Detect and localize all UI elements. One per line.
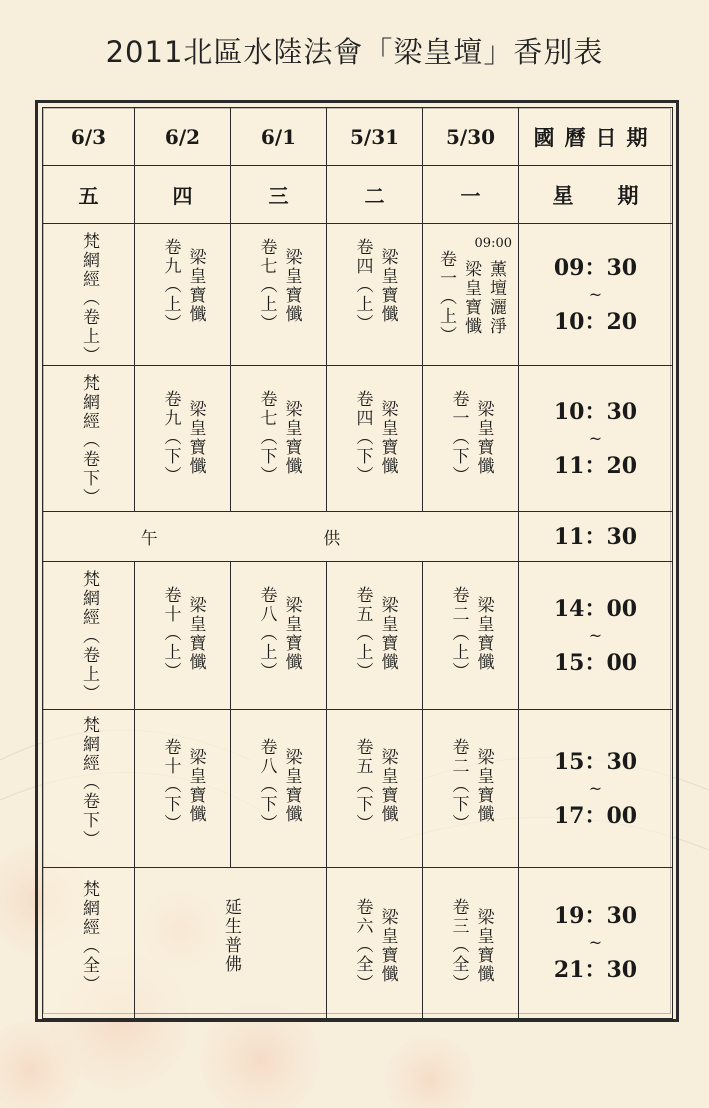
- table-row: [43, 562, 673, 710]
- date-cell: 6/2: [135, 108, 231, 166]
- session-cell: 梁皇寶懺 卷二（下）: [423, 710, 519, 868]
- fanwang-cell: 梵網經（卷上）: [43, 224, 135, 366]
- session-cell: 梁皇寶懺 卷四（下）: [327, 366, 423, 512]
- date-cell: 6/1: [231, 108, 327, 166]
- table-row: [43, 710, 673, 868]
- fanwang-cell: 梵網經（卷下）: [43, 710, 135, 868]
- session-cell: 梁皇寶懺 卷一（下）: [423, 366, 519, 512]
- session-cell: 09:00 薰壇灑淨 梁皇寶懺 卷一（上）: [423, 224, 519, 366]
- time-cell: 14：00 ~ 15：00: [519, 562, 673, 710]
- session-cell: 梁皇寶懺 卷八（上）: [231, 562, 327, 710]
- schedule-table: [42, 107, 673, 1019]
- session-cell: 梁皇寶懺 卷九（上）: [135, 224, 231, 366]
- fanwang-cell: 梵網經（全）: [43, 868, 135, 1019]
- session-cell: 梁皇寶懺 卷五（下）: [327, 710, 423, 868]
- lunch-time: 11：30: [519, 512, 673, 562]
- time-cell: 09：30 ~ 10：20: [519, 224, 673, 366]
- table-row: [43, 366, 673, 512]
- table-row: [43, 224, 673, 366]
- weekday-cell: 二: [327, 166, 423, 224]
- date-cell: 5/31: [327, 108, 423, 166]
- table-row: [43, 868, 673, 1019]
- date-cell: 6/3: [43, 108, 135, 166]
- time-cell: 19：30 ~ 21：30: [519, 868, 673, 1019]
- date-cell: 5/30: [423, 108, 519, 166]
- date-label: 國曆日期: [519, 108, 673, 166]
- fanwang-cell: 梵網經（卷下）: [43, 366, 135, 512]
- lunch-cell: 午 供: [43, 512, 519, 562]
- weekday-label: 星 期: [519, 166, 673, 224]
- session-cell: 梁皇寶懺 卷二（上）: [423, 562, 519, 710]
- session-cell: 梁皇寶懺 卷十（下）: [135, 710, 231, 868]
- time-cell: 15：30 ~ 17：00: [519, 710, 673, 868]
- fanwang-cell: 梵網經（卷上）: [43, 562, 135, 710]
- session-cell: 梁皇寶懺 卷九（下）: [135, 366, 231, 512]
- table-row: [43, 108, 673, 166]
- session-cell: 梁皇寶懺 卷七（上）: [231, 224, 327, 366]
- time-cell: 10：30 ~ 11：20: [519, 366, 673, 512]
- session-cell: 梁皇寶懺 卷八（下）: [231, 710, 327, 868]
- table-row: [43, 512, 673, 562]
- session-cell: 梁皇寶懺 卷七（下）: [231, 366, 327, 512]
- session-cell: 梁皇寶懺 卷六（全）: [327, 868, 423, 1019]
- session-cell: 梁皇寶懺 卷十（上）: [135, 562, 231, 710]
- session-cell: 梁皇寶懺 卷三（全）: [423, 868, 519, 1019]
- special-cell: 延生普佛: [135, 868, 327, 1019]
- weekday-cell: 一: [423, 166, 519, 224]
- weekday-cell: 三: [231, 166, 327, 224]
- page-title: 2011北區水陸法會「梁皇壇」香別表: [105, 35, 604, 69]
- weekday-cell: 四: [135, 166, 231, 224]
- session-cell: 梁皇寶懺 卷四（上）: [327, 224, 423, 366]
- session-cell: 梁皇寶懺 卷五（上）: [327, 562, 423, 710]
- table-row: [43, 166, 673, 224]
- weekday-cell: 五: [43, 166, 135, 224]
